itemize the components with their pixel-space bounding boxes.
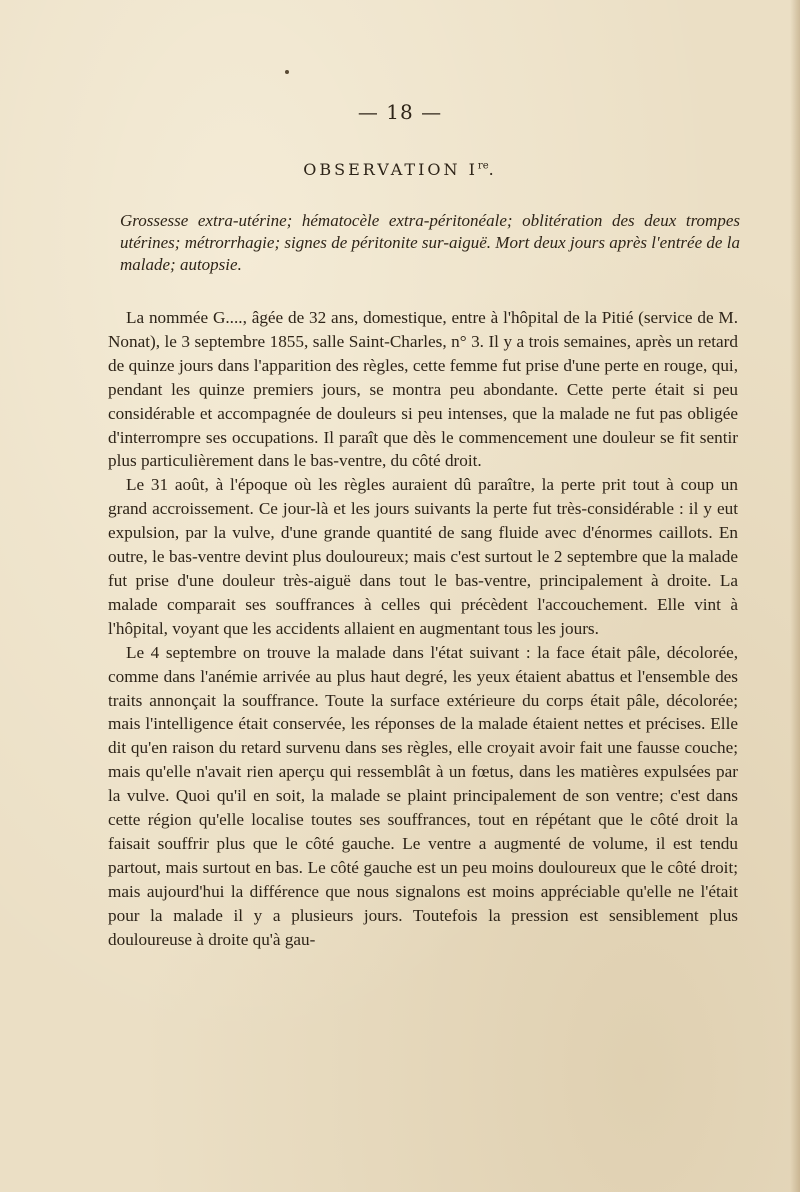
observation-title-text: OBSERVATION I (303, 160, 478, 179)
observation-title (0, 160, 800, 179)
ink-spot (285, 70, 289, 74)
observation-summary: Grossesse extra-utérine; hématocèle extra-péritonéale; oblitération des deux trompes utérines; métrorrhagie; signes de péritonite sur-aiguë. Mort deux jours après l'entrée de la malade; autopsie. (120, 211, 740, 274)
page-number: — 18 — (357, 100, 443, 124)
observation-title-superscript: re (477, 160, 489, 172)
paragraph: La nommée G...., âgée de 32 ans, domestique, entre à l'hôpital de la Pitié (service de M. Nonat), le 3 septembre 1855, salle Saint-Charles, n° 3. Il y a trois semaines, après un retard de quinze jours dans l'apparition des règles, cette femme fut prise d'une perte en rouge, qui, pendant les quinze premiers jours, se montra peu abondante. Cette perte était si peu considérable et accompagnée de douleurs si peu intenses, que la malade ne fut pas obligée d'interrompre ses occupations. Il paraît que dès le commencement une douleur se fit sentir plus particulièrement dans le bas-ventre, du côté droit. (108, 308, 738, 471)
observation-title-suffix: . (488, 160, 497, 179)
paragraph: Le 31 août, à l'époque où les règles auraient dû paraître, la perte prit tout à coup un grand accroissement. Ce jour-là et les jours suivants la perte fut très-considérable : il y eut expulsion, par la vulve, d'une grande quantité de sang fluide avec d'énormes caillots. En outre, le bas-ventre devint plus douloureux; mais c'est surtout le 2 septembre que la malade fut prise d'une douleur très-aiguë dans tout le bas-ventre, principalement à droite. La malade comparait ses souffrances à celles qui précèdent l'accouchement. Elle vint à l'hôpital, voyant que les accidents allaient en augmentant tous les jours. (108, 475, 738, 638)
paragraph: Le 4 septembre on trouve la malade dans l'état suivant : la face était pâle, décolorée, comme dans l'anémie arrivée au plus haut degré, les yeux étaient abattus et l'ensemble des traits annonçait la souffrance. Toute la surface extérieure du corps était pâle, décolorée; mais l'intelligence était conservée, les réponses de la malade étaient nettes et précises. Elle dit qu'en raison du retard survenu dans ses règles, elle croyait avoir fait une fausse couche; mais qu'elle n'avait rien aperçu qui ressemblât à un fœtus, dans les matières expulsées par la vulve. Quoi qu'il en soit, la malade se plaint principalement de son ventre; c'est dans cette région qu'elle localise toutes ses souffrances, tout en répétant que le côté droit la faisait souffrir plus que le côté gauche. Le ventre a augmenté de volume, il est tendu partout, mais surtout en bas. Le côté gauche est un peu moins douloureux que le côté droit; mais aujourd'hui la différence que nous signalons est moins appréciable qu'elle ne l'était pour la malade il y a plusieurs jours. Toutefois la pression est sensiblement plus douloureuse à droite qu'à gau- (108, 642, 738, 949)
body-text (108, 306, 738, 951)
